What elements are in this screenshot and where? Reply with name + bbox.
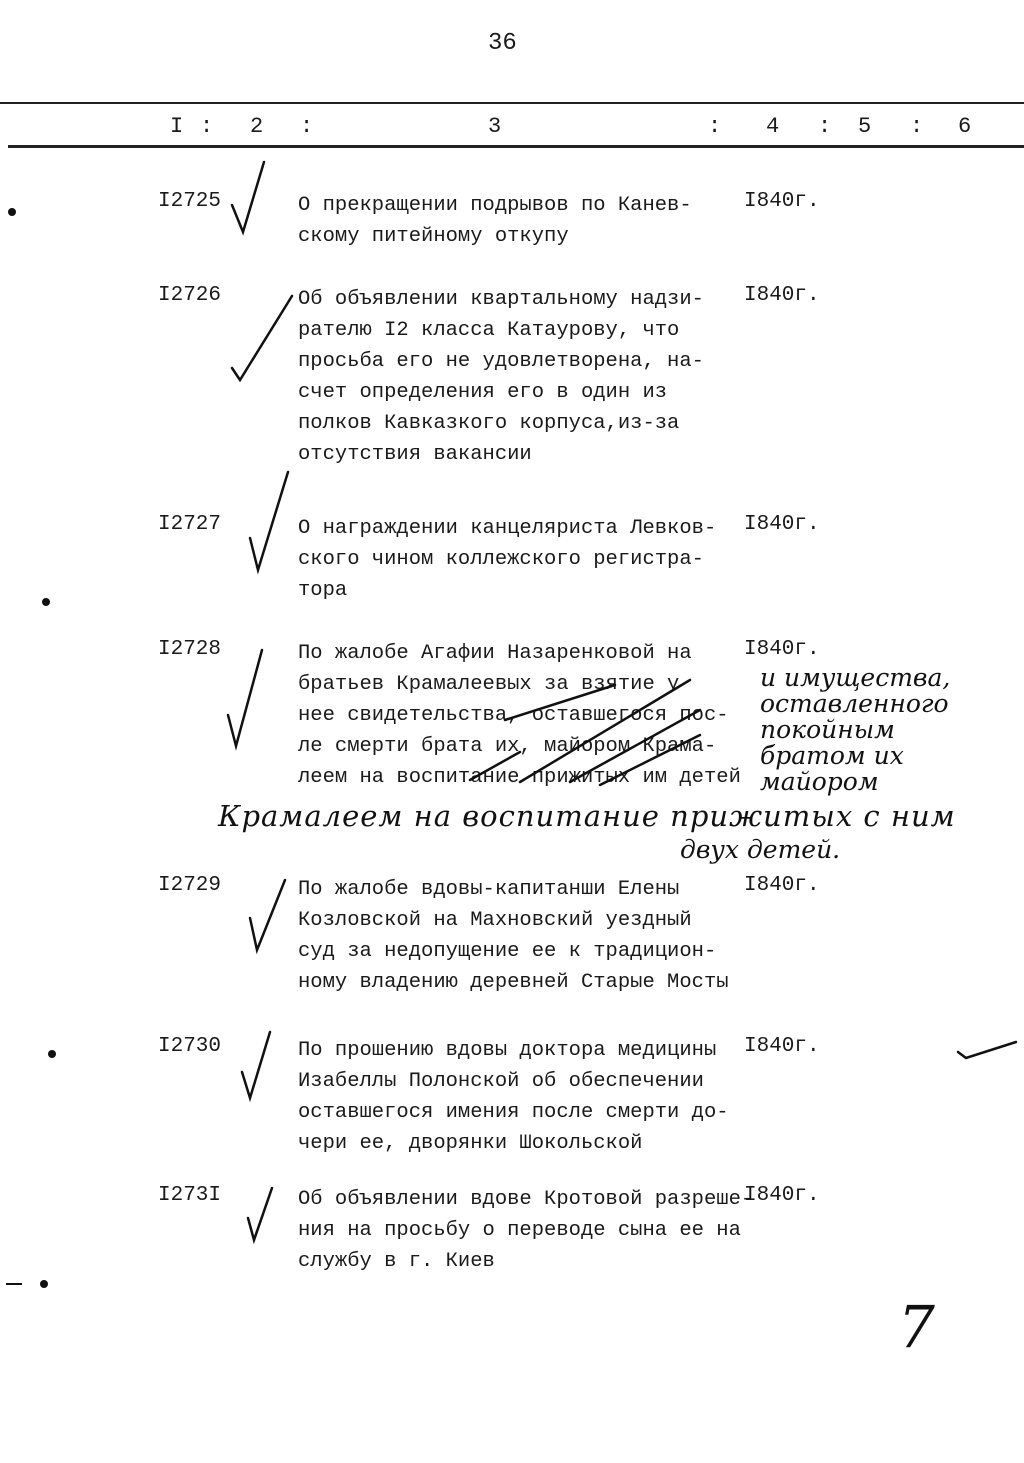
text-line: суд за недопущение ее к традицион- [298, 940, 717, 963]
handwritten-line: майором [760, 767, 879, 796]
entry-number: I2726 [158, 284, 222, 307]
text-line: По прошению вдовы доктора медицины [298, 1039, 717, 1062]
col-4: 4 [766, 114, 780, 139]
text-line: тора [298, 579, 348, 602]
text-line: полков Кавказкого корпуса,из-за [298, 412, 680, 435]
text-line: братьев Крамалеевых за взятие у [298, 673, 680, 696]
text-line: ному владению деревней Старые Мосты [298, 971, 729, 994]
entry-number: I2727 [158, 513, 222, 536]
col-2: 2 [250, 114, 264, 139]
handwritten-line: братом их [760, 741, 904, 770]
text-line: счет определения его в один из [298, 381, 668, 404]
handwritten-line: двух детей. [680, 835, 841, 864]
checkmark-icon [242, 1032, 270, 1098]
checkmark-icon [248, 1188, 272, 1240]
handwritten-line: оставленного [760, 689, 949, 718]
handwritten-line: и имущества, [760, 663, 951, 692]
binding-hole [48, 1050, 56, 1058]
col-1: I [170, 114, 184, 139]
entry-year: I840г. [744, 638, 820, 661]
checkmark-icon [958, 1042, 1016, 1058]
col-sep: : [910, 114, 924, 139]
strike-line [505, 685, 615, 720]
text-line: Об объявлении квартальному надзи- [298, 288, 704, 311]
text-line: По жалобе Агафии Назаренковой на [298, 642, 692, 665]
text-line: По жалобе вдовы-капитанши Елены [298, 878, 680, 901]
sheet-mark: 7 [898, 1293, 935, 1361]
entry-number: I2730 [158, 1035, 222, 1058]
entry-year: I840г. [744, 190, 820, 213]
page-number: 36 [488, 30, 517, 57]
margin-mark [6, 1283, 22, 1285]
text-line: чери ее, дворянки Шокольской [298, 1132, 643, 1155]
checkmark-icon [228, 650, 262, 746]
text-line: леем на воспитание прижитых им детей [298, 766, 741, 789]
col-sep: : [818, 114, 832, 139]
text-line: Об объявлении вдове Кротовой разреше- [298, 1188, 754, 1211]
handwritten-line: Крамалеем на воспитание прижитых с ним [218, 799, 956, 833]
text-line: О прекращении подрывов по Канев- [298, 194, 692, 217]
text-line: оставшегося имения после смерти до- [298, 1101, 729, 1124]
col-sep: : [200, 114, 214, 139]
entry-number: I2725 [158, 190, 222, 213]
text-line: нее свидетельства, оставшегося пос- [298, 704, 729, 727]
checkmark-icon [232, 162, 264, 232]
entry-year: I840г. [744, 284, 820, 307]
text-line: О награждении канцеляриста Левков- [298, 517, 717, 540]
col-6: 6 [958, 114, 972, 139]
col-5: 5 [858, 114, 872, 139]
entry-year: I840г. [744, 874, 820, 897]
text-line: Козловской на Махновский уездный [298, 909, 692, 932]
handwritten-line: покойным [760, 715, 895, 744]
text-line: ния на просьбу о переводе сына ее на [298, 1219, 741, 1242]
text-line: службу в г. Киев [298, 1250, 495, 1273]
col-sep: : [300, 114, 314, 139]
entry-number: I2729 [158, 874, 222, 897]
entry-year: I840г. [744, 513, 820, 536]
checkmark-icon [232, 296, 292, 380]
col-3: 3 [488, 114, 502, 139]
entry-number: I2728 [158, 638, 222, 661]
entry-number: I273I [158, 1184, 222, 1207]
text-line: отсутствия вакансии [298, 443, 532, 466]
binding-hole [8, 208, 16, 216]
text-line: скому питейному откупу [298, 225, 569, 248]
checkmark-icon [250, 880, 285, 950]
text-line: ле смерти брата их, майором Крама- [298, 735, 717, 758]
strike-line [600, 735, 700, 785]
strike-line [470, 752, 520, 780]
text-line: просьба его не удовлетворена, на- [298, 350, 704, 373]
col-sep: : [708, 114, 722, 139]
binding-hole [40, 1280, 48, 1288]
text-line: рателю I2 класса Катаурову, что [298, 319, 680, 342]
binding-hole [42, 598, 50, 606]
checkmark-icon [250, 472, 288, 570]
entry-year: I840г. [744, 1184, 820, 1207]
text-line: ского чином коллежского регистра- [298, 548, 704, 571]
text-line: Изабеллы Полонской об обеспечении [298, 1070, 704, 1093]
entry-year: I840г. [744, 1035, 820, 1058]
